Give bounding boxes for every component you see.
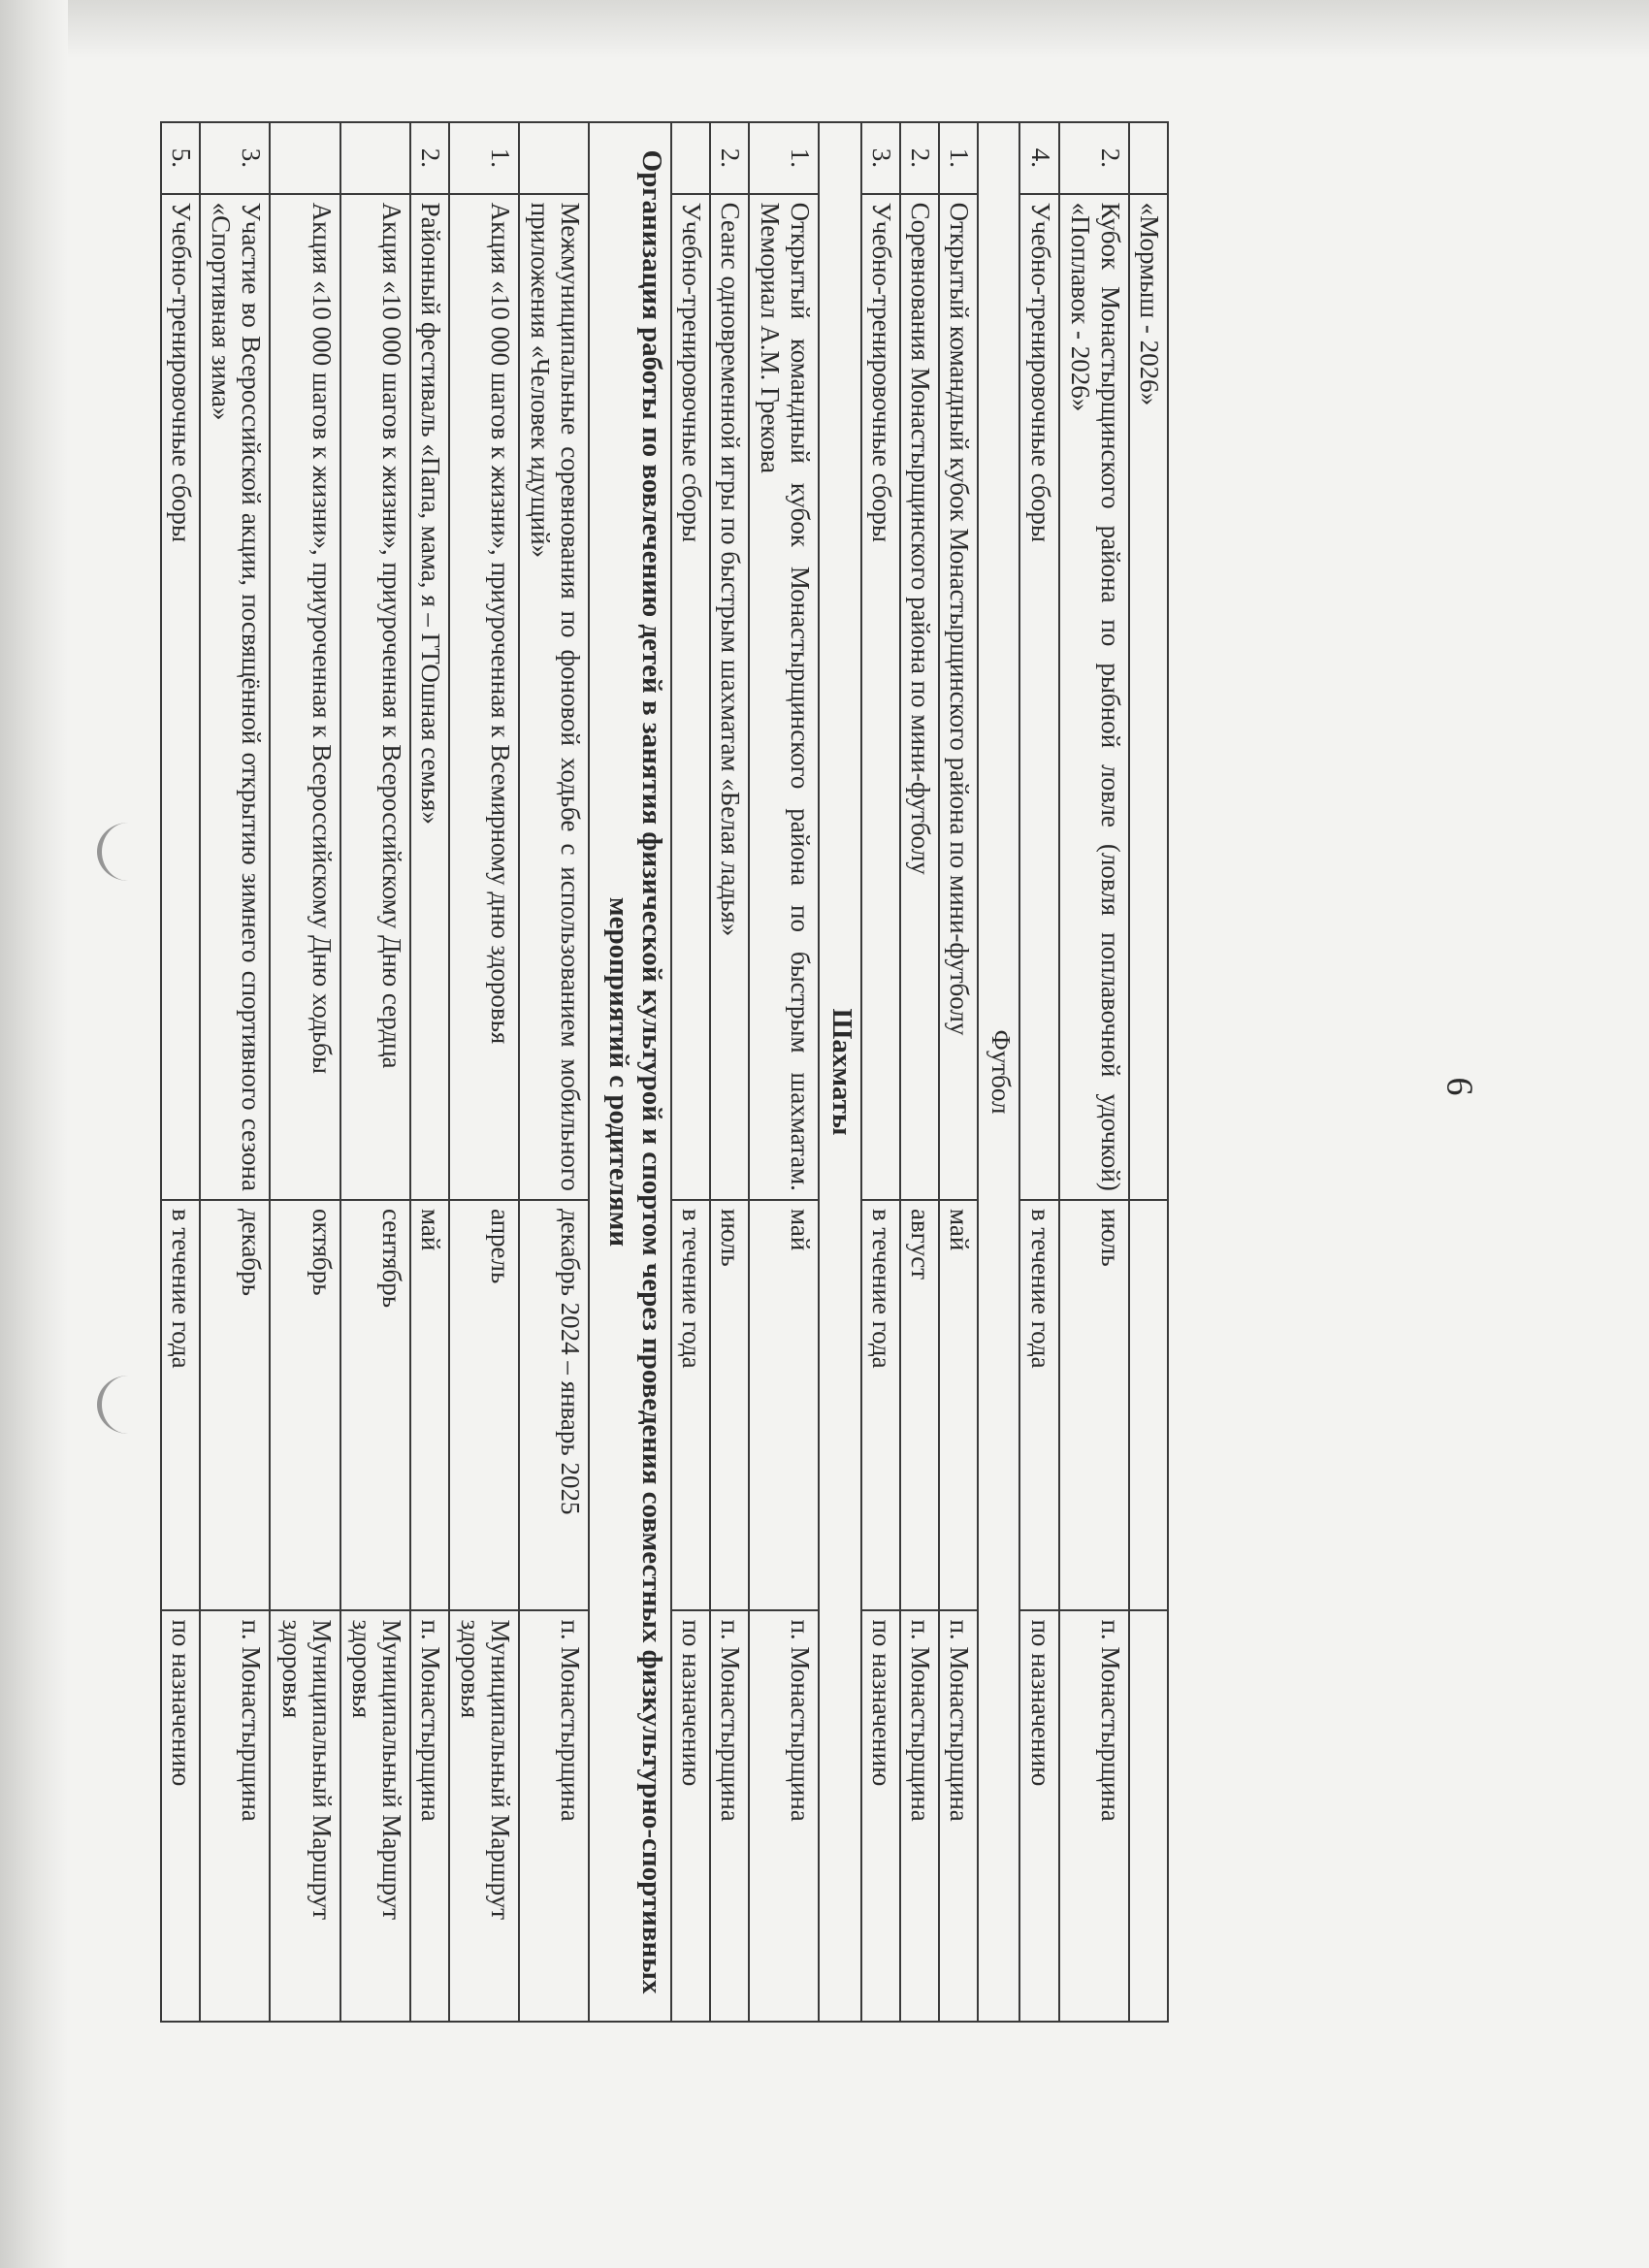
page-number: 6 <box>1439 1077 1480 1096</box>
event-date: в течение года <box>671 1200 710 1611</box>
section-header-parents <box>589 122 670 2022</box>
section-title: Организация работы по вовлечению детей в занятия физической культурой и спортом через проведения совместных физкультурно-спортивных мероприятий с родителями <box>589 122 670 2022</box>
event-place: Муниципальный Маршрут здоровья <box>270 1610 340 2022</box>
event-date <box>1129 1200 1168 1611</box>
row-number: 5. <box>161 122 200 194</box>
punch-hole-mark <box>97 823 160 881</box>
event-date: июль <box>1059 1200 1129 1611</box>
event-date: август <box>900 1200 939 1611</box>
event-place: п. Монастырщина <box>200 1610 270 2022</box>
event-date: сентябрь <box>340 1200 410 1611</box>
event-name: Учебно-тренировочные сборы <box>671 194 710 1200</box>
table-row <box>410 122 449 2022</box>
event-place: п. Монастырщина <box>519 1610 589 2022</box>
table-row <box>749 122 819 2022</box>
rotated-table-container <box>160 121 1169 2023</box>
table-row <box>270 122 340 2022</box>
event-name: Сеанс одновременной игры по быстрым шахматам «Белая ладья» <box>710 194 749 1200</box>
event-name: Учебно-тренировочные сборы <box>861 194 900 1200</box>
punch-hole-mark <box>97 1376 160 1434</box>
row-number: 4. <box>1019 122 1058 194</box>
event-name: Межмуниципальные соревнования по фоновой ходьбе с использованием мобильного приложения «Человек идущий» <box>519 194 589 1200</box>
row-number <box>519 122 589 194</box>
row-number: 1. <box>749 122 819 194</box>
event-date: декабрь 2024 – январь 2025 <box>519 1200 589 1611</box>
event-place: п. Монастырщина <box>710 1610 749 2022</box>
event-date: декабрь <box>200 1200 270 1611</box>
table-row <box>161 122 200 2022</box>
row-number <box>340 122 410 194</box>
event-date: апрель <box>449 1200 519 1611</box>
row-number: 3. <box>200 122 270 194</box>
row-number: 2. <box>710 122 749 194</box>
table-row <box>900 122 939 2022</box>
row-number: 2. <box>410 122 449 194</box>
event-date: октябрь <box>270 1200 340 1611</box>
event-place <box>1129 1610 1168 2022</box>
table-row <box>1129 122 1168 2022</box>
event-date: в течение года <box>861 1200 900 1611</box>
row-number <box>270 122 340 194</box>
section-header-chess <box>819 122 860 2022</box>
row-number: 3. <box>861 122 900 194</box>
row-number: 1. <box>449 122 519 194</box>
event-name: Открытый командный кубок Монастырщинского района по быстрым шахматам. Мемориал А.М. Грекова <box>749 194 819 1200</box>
event-place: Муниципальный Маршрут здоровья <box>449 1610 519 2022</box>
event-place: п. Монастырщина <box>1059 1610 1129 2022</box>
table-row <box>340 122 410 2022</box>
row-number <box>671 122 710 194</box>
event-date: май <box>939 1200 978 1611</box>
event-date: в течение года <box>1019 1200 1058 1611</box>
row-number: 2. <box>900 122 939 194</box>
event-name: Кубок Монастырщинского района по рыбной ловле (ловля поплавочной удочкой) «Поплавок - 2026» <box>1059 194 1129 1200</box>
table-row <box>1019 122 1058 2022</box>
section-title: Шахматы <box>819 122 860 2022</box>
event-name: «Мормыш - 2026» <box>1129 194 1168 1200</box>
event-name: Участие во Всероссийской акции, посвящённой открытию зимнего спортивного сезона «Спортивная зима» <box>200 194 270 1200</box>
event-name: Районный фестиваль «Папа, мама, я – ГТОшная семья» <box>410 194 449 1200</box>
event-name: Открытый командный кубок Монастырщинского района по мини-футболу <box>939 194 978 1200</box>
section-title: Футбол <box>978 122 1019 2022</box>
row-number: 2. <box>1059 122 1129 194</box>
table-row <box>861 122 900 2022</box>
event-date: май <box>410 1200 449 1611</box>
event-name: Акция «10 000 шагов к жизни», приуроченная к Всемирному дню здоровья <box>449 194 519 1200</box>
event-date: июль <box>710 1200 749 1611</box>
table-row <box>449 122 519 2022</box>
event-place: п. Монастырщина <box>749 1610 819 2022</box>
scan-shadow-top <box>0 0 1649 58</box>
table-row <box>710 122 749 2022</box>
event-place: по назначению <box>161 1610 200 2022</box>
event-name: Акция «10 000 шагов к жизни», приуроченная к Всероссийскому Дню сердца <box>340 194 410 1200</box>
scan-shadow-left <box>0 0 68 2268</box>
row-number: 1. <box>939 122 978 194</box>
event-name: Акция «10 000 шагов к жизни», приуроченная к Всероссийскому Дню ходьбы <box>270 194 340 1200</box>
event-place: по назначению <box>1019 1610 1058 2022</box>
table-row <box>519 122 589 2022</box>
event-place: п. Монастырщина <box>939 1610 978 2022</box>
event-place: по назначению <box>671 1610 710 2022</box>
row-number <box>1129 122 1168 194</box>
table-row <box>939 122 978 2022</box>
event-date: май <box>749 1200 819 1611</box>
event-name: Учебно-тренировочные сборы <box>161 194 200 1200</box>
event-place: Муниципальный Маршрут здоровья <box>340 1610 410 2022</box>
event-place: п. Монастырщина <box>900 1610 939 2022</box>
section-header-football <box>978 122 1019 2022</box>
event-name: Учебно-тренировочные сборы <box>1019 194 1058 1200</box>
event-date: в течение года <box>161 1200 200 1611</box>
event-place: п. Монастырщина <box>410 1610 449 2022</box>
table-row <box>200 122 270 2022</box>
event-name: Соревнования Монастырщинского района по мини-футболу <box>900 194 939 1200</box>
table-row <box>1059 122 1129 2022</box>
table-row <box>671 122 710 2022</box>
event-place: по назначению <box>861 1610 900 2022</box>
events-table <box>160 121 1169 2023</box>
